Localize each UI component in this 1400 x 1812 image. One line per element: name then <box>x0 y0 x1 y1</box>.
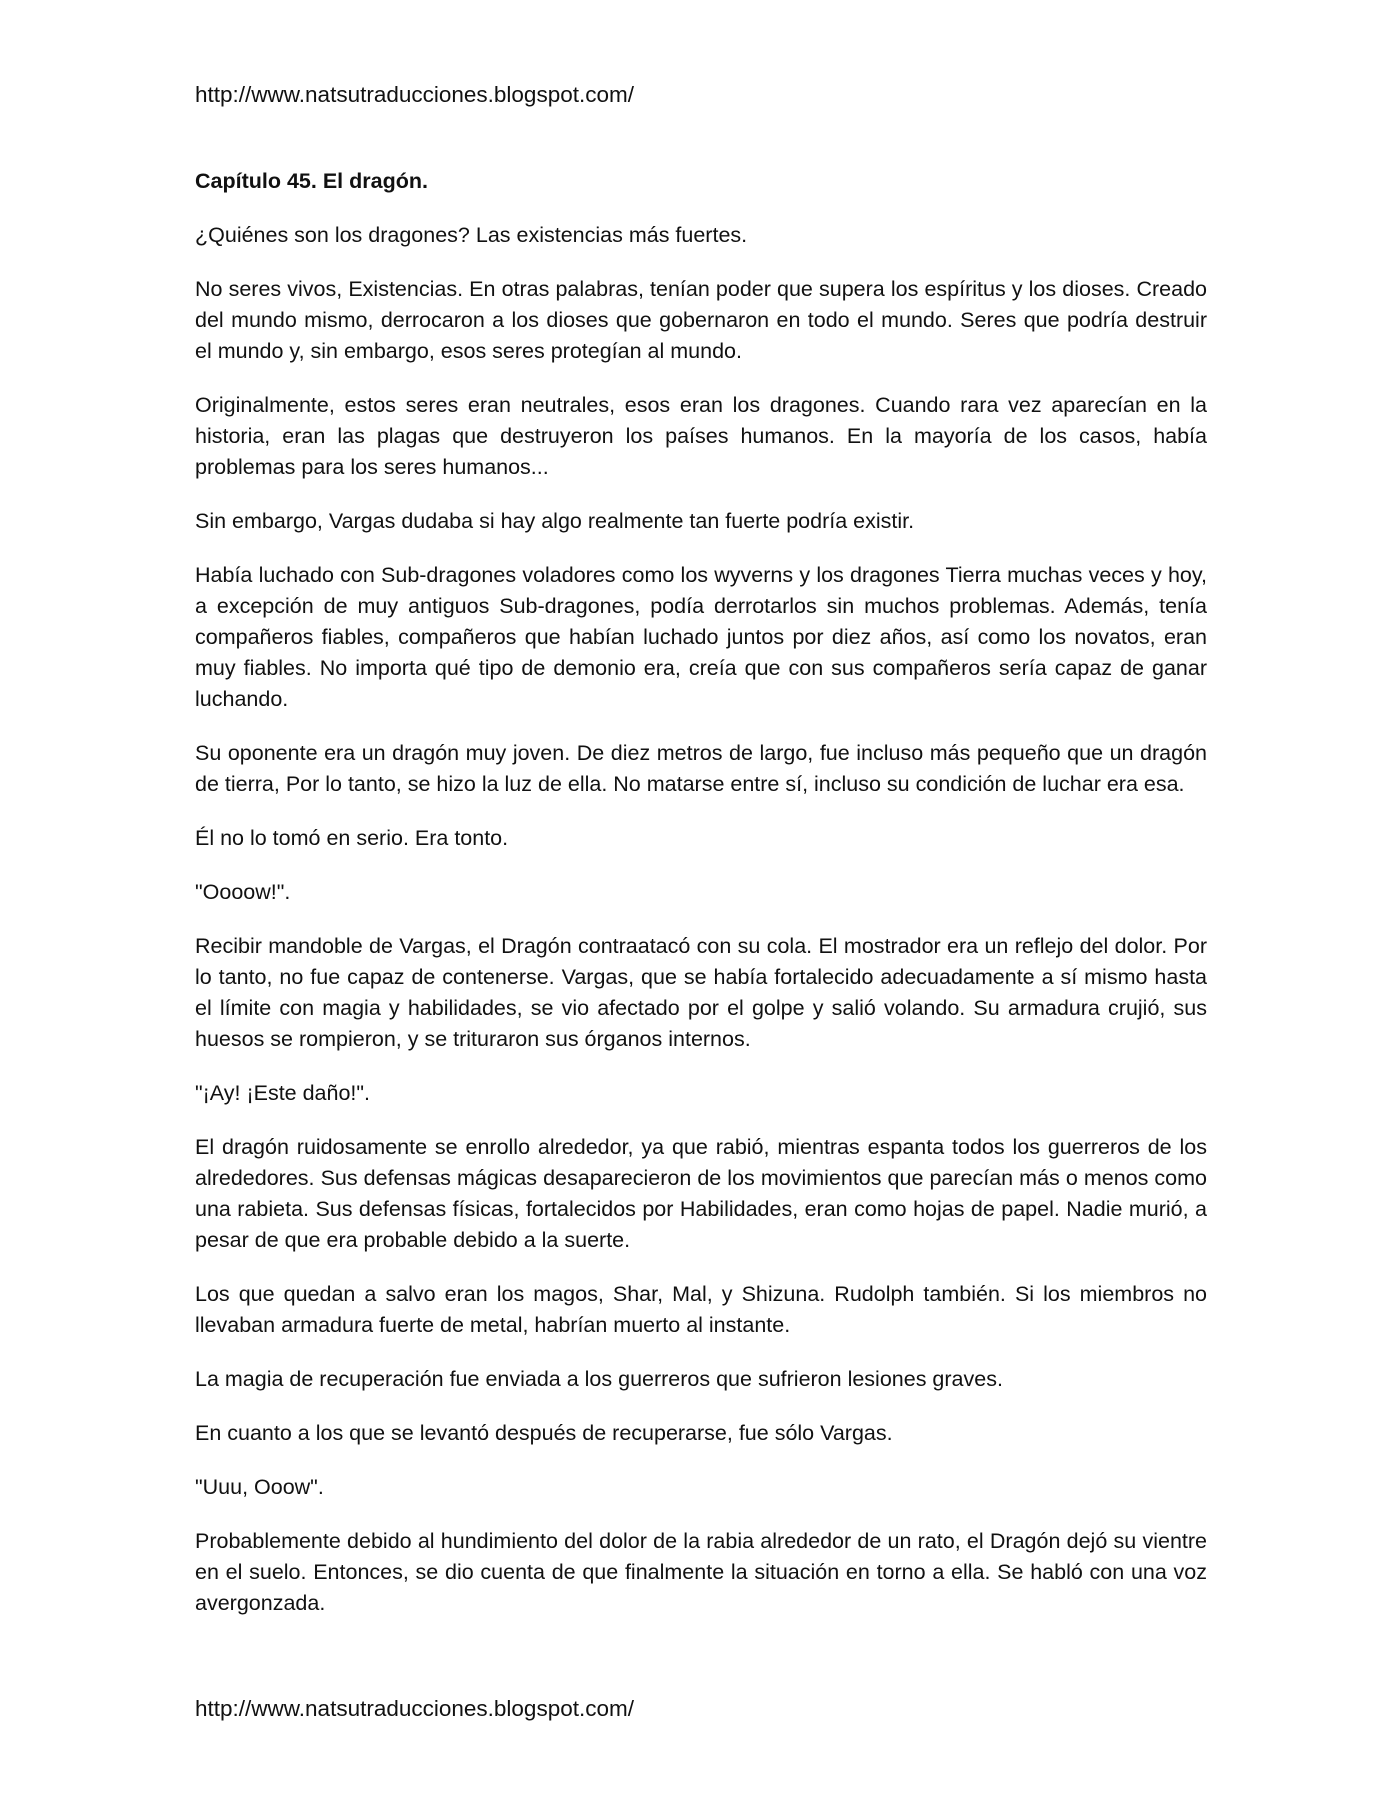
paragraph: Los que quedan a salvo eran los magos, Shar, Mal, y Shizuna. Rudolph también. Si los miembros no llevaban armadura fuerte de metal, habrían muerto al instante. <box>195 1282 1207 1337</box>
paragraph: ¿Quiénes son los dragones? Las existencias más fuertes. <box>195 223 748 247</box>
header-url: http://www.natsutraducciones.blogspot.com/ <box>195 82 634 107</box>
paragraph: "¡Ay! ¡Este daño!". <box>195 1081 371 1105</box>
paragraph: Recibir mandoble de Vargas, el Dragón contraatacó con su cola. El mostrador era un reflejo del dolor. Por lo tanto, no fue capaz de contenerse. Vargas, que se había fortalecido adecuadamente a sí mismo hasta el límite con magia y habilidades, se vio afectado por el golpe y salió volando. Su armadura crujió, sus huesos se rompieron, y se trituraron sus órganos internos. <box>195 934 1207 1051</box>
paragraph: "Uuu, Ooow". <box>195 1475 324 1499</box>
paragraph: Originalmente, estos seres eran neutrales, esos eran los dragones. Cuando rara vez aparecían en la historia, eran las plagas que destruyeron los países humanos. En la mayoría de los casos, había problemas para los seres humanos... <box>195 393 1207 479</box>
paragraph: "Oooow!". <box>195 880 291 904</box>
paragraph: Sin embargo, Vargas dudaba si hay algo realmente tan fuerte podría existir. <box>195 509 915 533</box>
chapter-title: Capítulo 45. El dragón. <box>195 169 428 193</box>
paragraph: Él no lo tomó en serio. Era tonto. <box>195 826 509 850</box>
paragraph: Probablemente debido al hundimiento del dolor de la rabia alrededor de un rato, el Dragón dejó su vientre en el suelo. Entonces, se dio cuenta de que finalmente la situación en torno a ella. Se habló con una voz avergonzada. <box>195 1529 1207 1615</box>
paragraph: No seres vivos, Existencias. En otras palabras, tenían poder que supera los espíritus y los dioses. Creado del mundo mismo, derrocaron a los dioses que gobernaron en todo el mundo. Seres que podría destruir el mundo y, sin embargo, esos seres protegían al mundo. <box>195 277 1207 363</box>
paragraph: El dragón ruidosamente se enrollo alrededor, ya que rabió, mientras espanta todos los guerreros de los alrededores. Sus defensas mágicas desaparecieron de los movimientos que parecían más o menos como una rabieta. Sus defensas físicas, fortalecidos por Habilidades, eran como hojas de papel. Nadie murió, a pesar de que era probable debido a la suerte. <box>195 1135 1207 1252</box>
paragraph: Su oponente era un dragón muy joven. De diez metros de largo, fue incluso más pequeño que un dragón de tierra, Por lo tanto, se hizo la luz de ella. No matarse entre sí, incluso su condición de luchar era esa. <box>195 741 1207 796</box>
document-body <box>195 166 1207 1642</box>
paragraph: Había luchado con Sub-dragones voladores como los wyverns y los dragones Tierra muchas veces y hoy, a excepción de muy antiguos Sub-dragones, podía derrotarlos sin muchos problemas. Además, tenía compañeros fiables, compañeros que habían luchado juntos por diez años, así como los novatos, eran muy fiables. No importa qué tipo de demonio era, creía que con sus compañeros sería capaz de ganar luchando. <box>195 563 1207 711</box>
paragraph: En cuanto a los que se levantó después de recuperarse, fue sólo Vargas. <box>195 1421 893 1445</box>
paragraph: La magia de recuperación fue enviada a los guerreros que sufrieron lesiones graves. <box>195 1367 1003 1391</box>
footer-url: http://www.natsutraducciones.blogspot.com/ <box>195 1696 634 1721</box>
